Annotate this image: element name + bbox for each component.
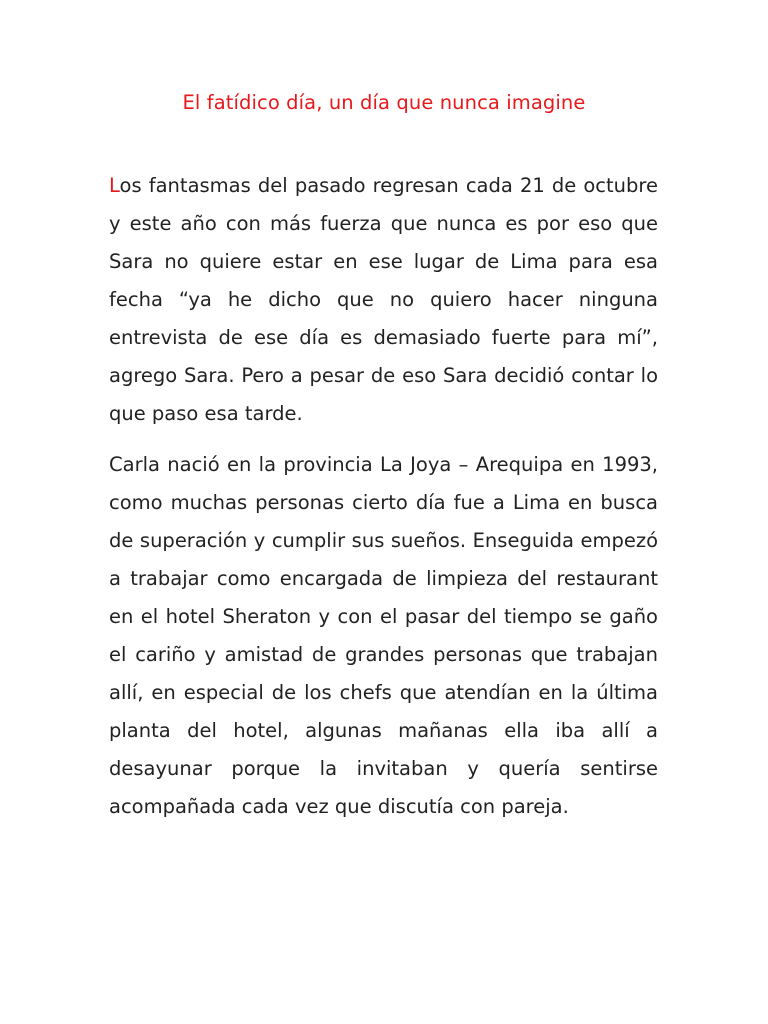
paragraph-1-text: os fantasmas del pasado regresan cada 21 de octubre y este año con más fuerza que nunca es por eso que Sara no quiere estar en ese lugar de Lima para esa fecha “ya he dicho que no quiero hacer ninguna entrevista de ese día es demasiado fuerte para mí”, agrego Sara. Pero a pesar de eso Sara decidió contar lo que paso esa tarde. — [109, 174, 658, 425]
paragraph-1-first-letter: L — [109, 174, 120, 197]
paragraph-2: Carla nació en la provincia La Joya – Arequipa en 1993, como muchas personas cierto día fue a Lima en busca de superación y cumplir sus sueños. Enseguida empezó a trabajar como encargada de limpieza del restaurant en el hotel Sheraton y con el pasar del tiempo se gaño el cariño y amistad de grandes personas que trabajan allí, en especial de los chefs que atendían en la última planta del hotel, algunas mañanas ella iba allí a desayunar porque la invitaban y quería sentirse acompañada cada vez que discutía con pareja. — [109, 453, 658, 818]
paragraph-1 — [109, 167, 658, 433]
document-title: El fatídico día, un día que nunca imagine — [182, 91, 586, 114]
